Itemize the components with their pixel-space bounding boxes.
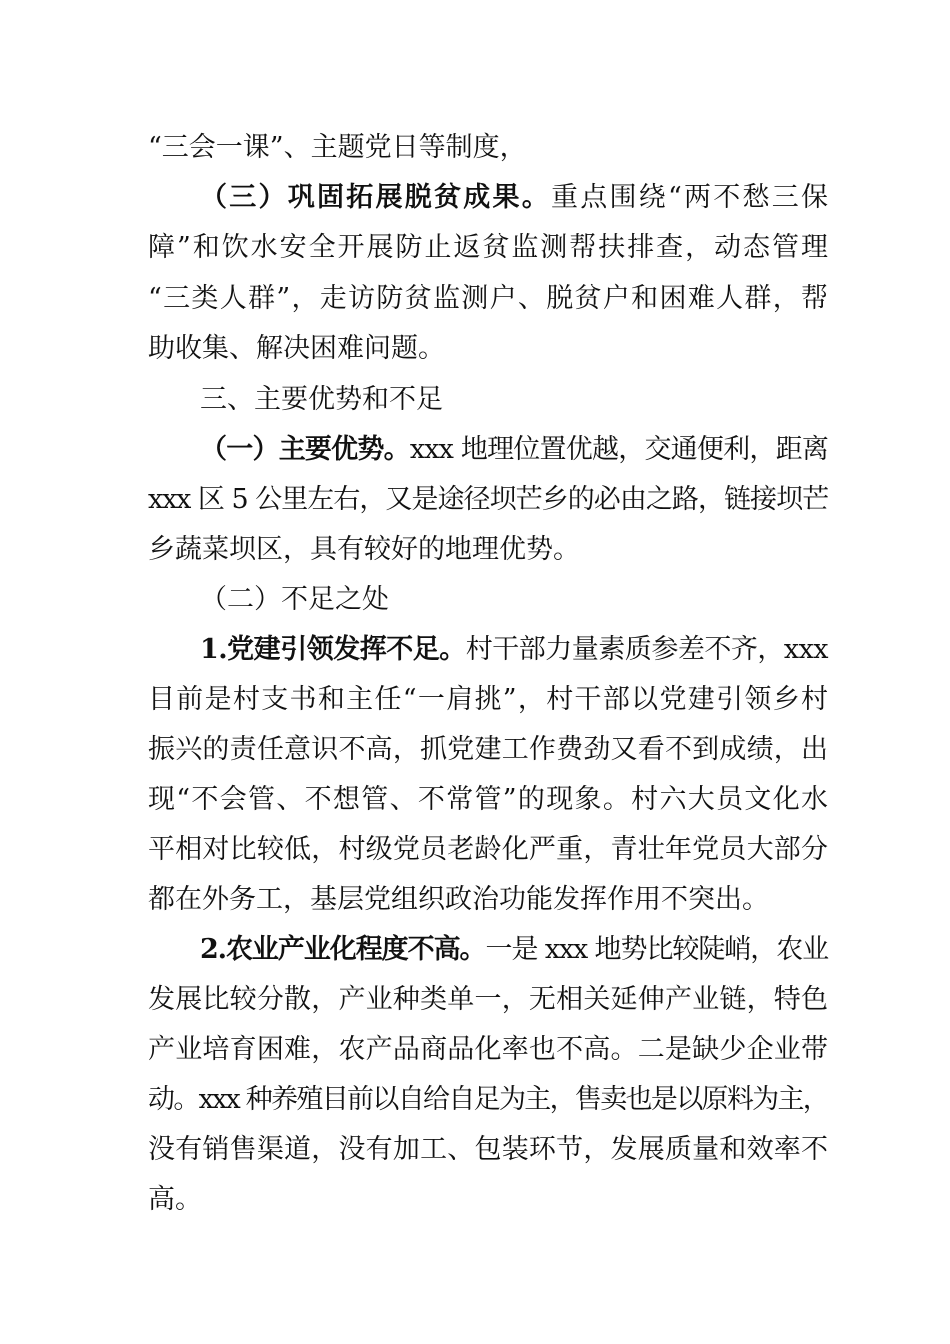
text: 三、主要优势和不足 — [200, 384, 443, 415]
text: 障”和饮水安全开展防止返贫监测帮扶排查，动态管理 — [148, 232, 828, 263]
text: 都在外务工，基层党组织政治功能发挥作用不突出。 — [148, 884, 769, 915]
text: 平相对比较低，村级党员老龄化严重，青壮年党员大部分 — [148, 834, 828, 865]
paragraph-line — [148, 733, 828, 767]
section-heading — [200, 383, 443, 417]
text: xxx 区 5 公里左右，又是途径坝芒乡的必由之路，链接坝芒 — [148, 484, 828, 515]
paragraph-line — [148, 1033, 828, 1067]
subsection-heading — [200, 583, 389, 617]
paragraph-line — [148, 332, 445, 366]
paragraph-line — [148, 231, 828, 265]
heading-paragraph-line — [200, 433, 828, 467]
paragraph-line — [148, 883, 769, 917]
paragraph-line — [148, 983, 828, 1017]
paragraph-line — [148, 131, 527, 165]
paragraph-line — [148, 282, 828, 316]
paragraph-line — [148, 1183, 202, 1217]
text: 目前是村支书和主任“一肩挑”，村干部以党建引领乡村 — [148, 684, 828, 715]
text: （二）不足之处 — [200, 584, 389, 615]
text: “三类人群”，走访防贫监测户、脱贫户和困难人群，帮 — [148, 283, 828, 314]
text: 高。 — [148, 1184, 202, 1215]
paragraph-line — [148, 533, 580, 567]
text: 发展比较分散，产业种类单一，无相关延伸产业链，特色 — [148, 984, 828, 1015]
subsection-heading: （一）主要优势。 — [200, 434, 410, 465]
paragraph-line — [148, 833, 828, 867]
text: 现“不会管、不想管、不常管”的现象。村六大员文化水 — [148, 784, 828, 815]
text: 没有销售渠道，没有加工、包装环节，发展质量和效率不 — [148, 1134, 828, 1165]
text: 振兴的责任意识不高，抓党建工作费劲又看不到成绩，出 — [148, 734, 828, 765]
text: 重点围绕“两不愁三保 — [550, 182, 828, 213]
subsection-heading: （三）巩固拓展脱贫成果。 — [200, 182, 551, 213]
item-heading: 1.党建引领发挥不足。 — [200, 634, 466, 665]
text: 产业培育困难，农产品商品化率也不高。二是缺少企业带 — [148, 1034, 828, 1065]
paragraph-line — [148, 683, 828, 717]
text: 村干部力量素质参差不齐，xxx — [465, 634, 828, 665]
text: 乡蔬菜坝区，具有较好的地理优势。 — [148, 534, 580, 565]
heading-paragraph-line — [200, 181, 828, 215]
paragraph-line — [148, 483, 828, 517]
item-heading: 2.农业产业化程度不高。 — [200, 934, 486, 965]
text: 动。xxx 种养殖目前以自给自足为主，售卖也是以原料为主， — [148, 1084, 828, 1115]
paragraph-line — [148, 783, 828, 817]
text: xxx 地理位置优越，交通便利，距离 — [409, 434, 828, 465]
heading-paragraph-line — [200, 633, 828, 667]
paragraph-line — [148, 1083, 828, 1117]
text: “三会一课”、主题党日等制度， — [148, 132, 527, 163]
heading-paragraph-line — [200, 933, 828, 967]
paragraph-line — [148, 1133, 828, 1167]
text: 一是 xxx 地势比较陡峭，农业 — [485, 934, 828, 965]
text: 助收集、解决困难问题。 — [148, 333, 445, 364]
